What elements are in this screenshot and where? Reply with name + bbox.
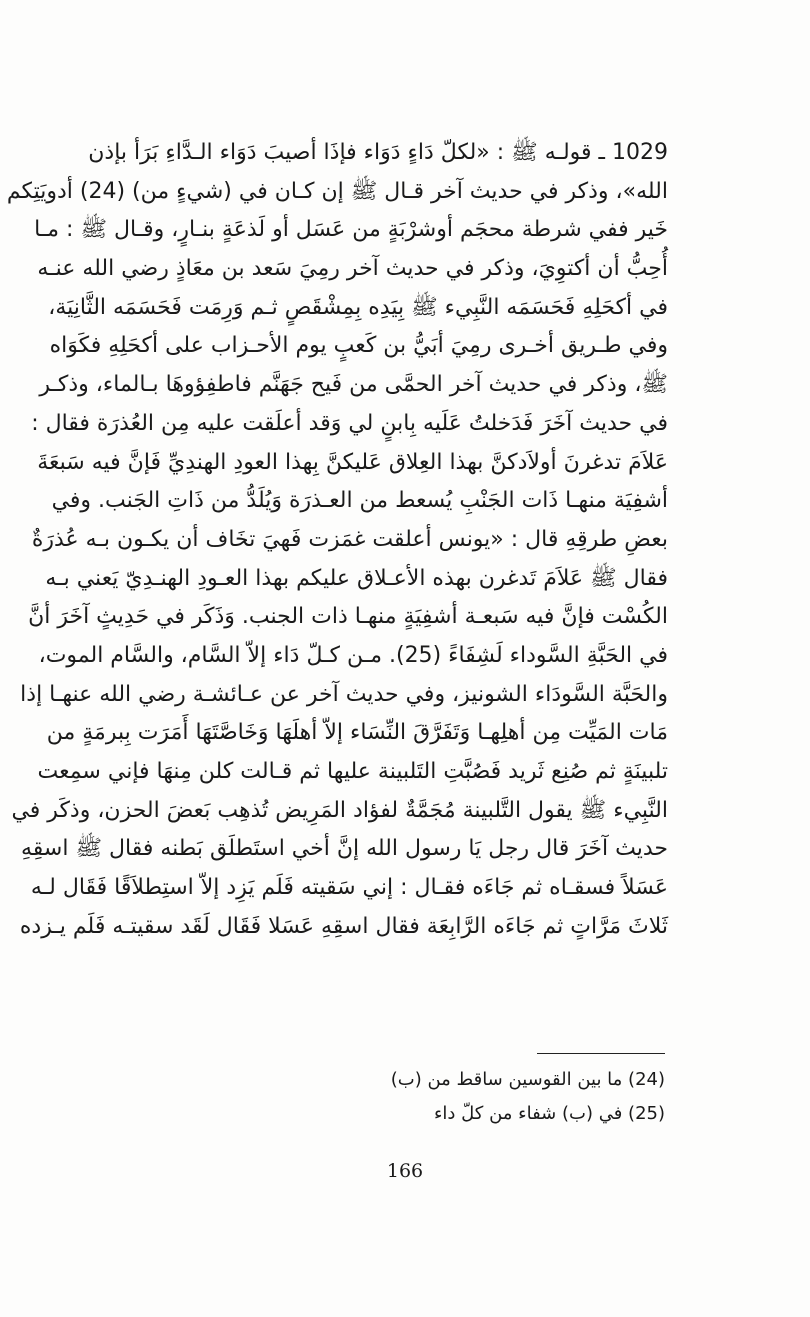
- text-line: ﷺ، وذكر في حديث آخر الحمَّى من فَيح جَهَنَّم فاطفِؤوهَا بـالماء، وذكـر: [39, 372, 668, 398]
- text-line: تلبينَةٍ ثم صُنِع ثَريد فَصُبَّتِ التَلبينة عليها ثم قـالت كلن مِنهَا فإني سمِعت: [37, 759, 668, 784]
- text-line: مَات المَيِّت مِن أهلِهـا وَتَفَرَّقَ النِّسَاء إلاّ أهلَهَا وَخَاصَّتَهَا أَمَرَت بِبرمَةٍ من: [46, 720, 668, 746]
- text-line: في حديث آخَرَ فَدَخلتُ عَلَيه بِابنٍ لي وَقد أعلَقت عليه مِن العُذرَة فقال :: [31, 410, 668, 436]
- footnote-25: (25) في (ب) شفاء من كلّ داء: [433, 1103, 665, 1124]
- text-line: النَّبِيء ﷺ يقول التَّلبينة مُجَمَّةٌ لفؤاد المَرِيض تُذهِب بَعضَ الحزن، وذكَر في: [11, 797, 668, 823]
- footnote-separator: [537, 1053, 665, 1054]
- text-line: الكُسْت فإنَّ فيه سَبعـة أشفِيَةٍ منهـا ذات الجنب. وَذَكَر في حَدِيثٍ آخَرَ أنَّ: [28, 604, 668, 630]
- text-line: وفي طـريق أخـرى رمِيَ أبَيُّ بن كَعبٍ يوم الأحـزاب على أكحَلِهِ فكَوَاه: [49, 333, 668, 359]
- text-line: في أكحَلِهِ فَحَسَمَه النَّبِيء ﷺ بِيَدِه بِمِشْقَصٍ ثـم وَرِمَت فَحَسَمَه الثَّانِيَة،: [48, 294, 668, 320]
- text-line: عَلاَمَ تدغرنَ أولاَدكنَّ بهذا العِلاق عَليكنَّ بِهذا العودِ الهندِيِّ فَإنَّ فيه سَبعَةَ: [37, 449, 668, 475]
- text-line: والحَبَّة السَّودَاء الشونيز، وفي حديث آخر عن عـائشـة رضي الله عنهـا إذا: [20, 681, 668, 707]
- footnote-24: (24) ما بين القوسين ساقط من (ب): [390, 1069, 665, 1090]
- text-line: 1029 ـ قولـه ﷺ : «لكلّ دَاءٍ دَوَاء فإذَا أصيبَ دَوَاء الـدَّاءِ بَرَأ بإذن: [88, 140, 668, 165]
- text-line: خَير ففي شرطة محجَم أوشرْبَةٍ من عَسَل أو لَذعَةٍ بنـارٍ، وقـال ﷺ : مـا: [34, 217, 668, 243]
- text-line: عَسَلاً فسقـاه ثم جَاءَه فقـال : إني سَقيته فَلَم يَزِد إلاّ استِطلاَقًا فَقَال لـه: [30, 875, 668, 901]
- text-line: أُحِبُّ أن أكتوِيَ، وذكر في حديث آخر رمِيَ سَعد بن معَاذٍ رضي الله عنـه: [37, 256, 668, 282]
- text-line: بعضِ طرقِهِ قال : «يونس أعلقت غمَزت فَهيَ تخَاف أن يكـون بـه عُذرَةٌ: [31, 526, 668, 552]
- text-line: الله»، وذكر في حديث آخر قـال ﷺ إن كـان في (شيءٍ من) (24) أدويَتِكم: [6, 178, 668, 204]
- page-number: 166: [386, 1160, 424, 1182]
- text-line: ثَلاثَ مَرَّاتٍ ثم جَاءَه الرَّابِعَة فقال اسقِهِ عَسَلا فَقَال لَقَد سقيتـه فَلَم يـزده: [19, 913, 668, 939]
- text-line: حديث آخَرَ قال رجل يَا رسول الله إنَّ أخي استَطلَق بَطنه فقال ﷺ اسقِهِ: [20, 836, 668, 862]
- text-line: أشفِيَة منهـا ذَات الجَنْبِ يُسعط من العـذرَة وَيُلَدُّ من ذَاتِ الجَنب. وفي: [51, 488, 668, 514]
- text-line: في الحَبَّةِ السَّوداء لَشِفَاءً (25). مـن كـلّ دَاء إلاّ السَّام، والسَّام الموت،: [38, 642, 668, 668]
- text-line: فقال ﷺ عَلاَمَ تَدغرن بهذه الأعـلاق عليكم بهذا العـودِ الهنـدِيّ يَعني بـه: [45, 565, 668, 591]
- footnotes-block: [245, 1063, 665, 1131]
- main-text-block: [6, 134, 668, 946]
